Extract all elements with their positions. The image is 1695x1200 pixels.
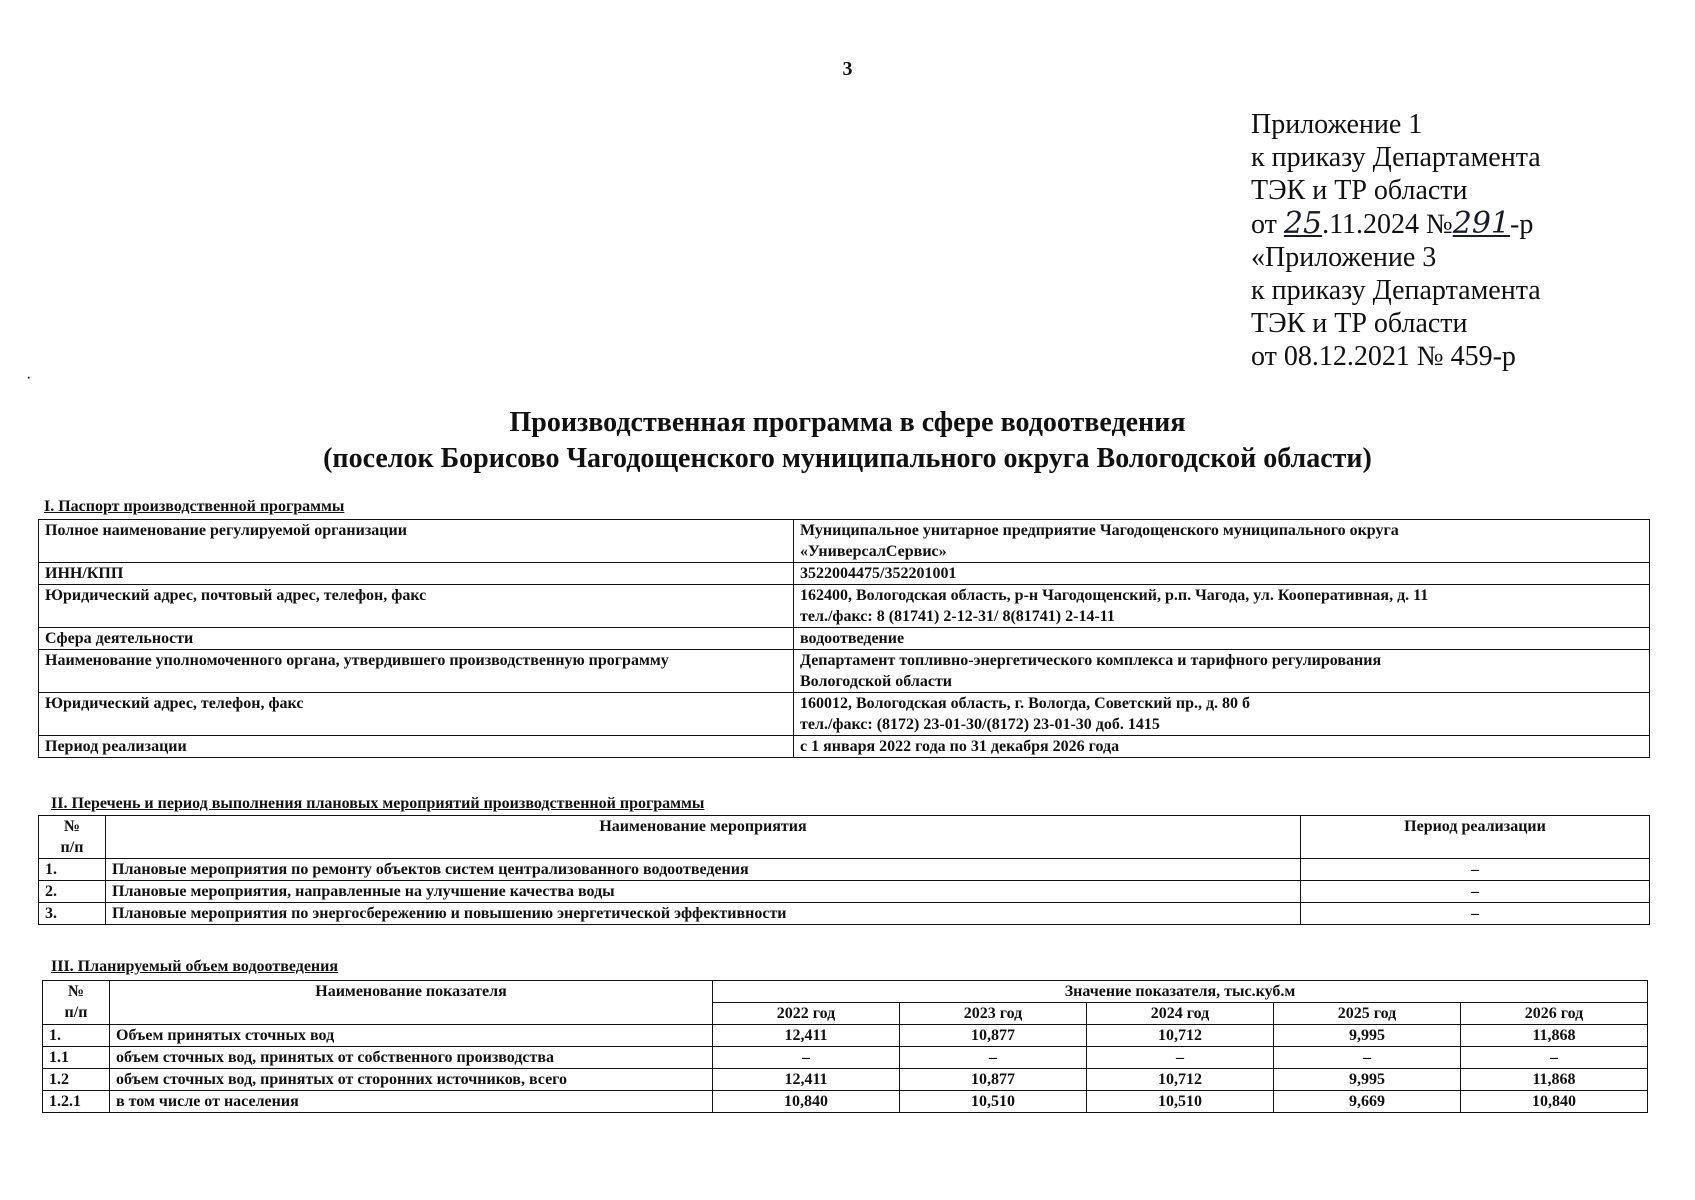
table-row <box>39 693 1650 736</box>
appendix-date-middle: .11.2024 № <box>1322 209 1453 240</box>
header-line: № <box>63 818 81 835</box>
value-line: Муниципальное унитарное предприятие Чагодощенского муниципального округа <box>800 522 1399 539</box>
table-header-row <box>43 981 1648 1003</box>
column-header-year: 2025 год <box>1274 1003 1461 1025</box>
row-number: 2. <box>39 881 106 903</box>
passport-value <box>794 520 1650 563</box>
value-line: 160012, Вологодская область, г. Вологда, Советский пр., д. 80 б <box>800 695 1251 712</box>
indicator-value: – <box>1274 1047 1461 1069</box>
column-header-number <box>39 816 106 859</box>
column-header-year: 2024 год <box>1087 1003 1274 1025</box>
header-line: № <box>67 983 85 1000</box>
appendix-line-5: «Приложение 3 <box>1251 242 1437 273</box>
activities-table <box>38 815 1650 925</box>
activity-period: – <box>1301 859 1650 881</box>
appendix-block <box>1251 108 1541 373</box>
column-header-year: 2023 год <box>900 1003 1087 1025</box>
passport-value: водоотведение <box>794 628 1650 650</box>
passport-value <box>794 650 1650 693</box>
row-number: 1.1 <box>43 1047 110 1069</box>
title-line-1: Производственная программа в сфере водоотведения <box>509 407 1186 438</box>
column-header-indicator: Наименование показателя <box>110 981 713 1025</box>
indicator-name: объем сточных вод, принятых от сторонних источников, всего <box>110 1069 713 1091</box>
indicator-value: 10,877 <box>900 1025 1087 1047</box>
column-header-period: Период реализации <box>1301 816 1650 859</box>
document-title <box>0 405 1695 477</box>
value-line: «УниверсалСервис» <box>800 543 947 560</box>
indicator-value: 11,868 <box>1461 1069 1648 1091</box>
column-header-year: 2022 год <box>713 1003 900 1025</box>
column-header-value-group: Значение показателя, тыс.куб.м <box>713 981 1648 1003</box>
appendix-number-suffix: -р <box>1510 209 1534 240</box>
header-line: п/п <box>64 1004 88 1021</box>
indicator-value: 11,868 <box>1461 1025 1648 1047</box>
passport-value: с 1 января 2022 года по 31 декабря 2026 года <box>794 736 1650 758</box>
table-row <box>39 650 1650 693</box>
appendix-date-prefix: от <box>1251 209 1284 240</box>
passport-value <box>794 693 1650 736</box>
table-row <box>43 1091 1648 1113</box>
appendix-line-6: к приказу Департамента <box>1251 275 1541 306</box>
passport-key: Юридический адрес, телефон, факс <box>39 693 794 736</box>
passport-key: Наименование уполномоченного органа, утвердившего производственную программу <box>39 650 794 693</box>
appendix-line-3: ТЭК и ТР области <box>1251 175 1468 206</box>
indicator-value: 10,510 <box>1087 1091 1274 1113</box>
value-line: тел./факс: (8172) 23-01-30/(8172) 23-01-30 доб. 1415 <box>800 716 1160 733</box>
indicator-name: Объем принятых сточных вод <box>110 1025 713 1047</box>
indicator-value: 12,411 <box>713 1069 900 1091</box>
header-line: п/п <box>60 839 84 856</box>
indicator-value: 10,840 <box>1461 1091 1648 1113</box>
indicator-name: в том числе от населения <box>110 1091 713 1113</box>
appendix-line-4 <box>1251 207 1541 241</box>
activity-name: Плановые мероприятия по ремонту объектов систем централизованного водоотведения <box>106 859 1301 881</box>
indicator-value: 10,712 <box>1087 1069 1274 1091</box>
row-number: 1. <box>43 1025 110 1047</box>
appendix-line-7: ТЭК и ТР области <box>1251 308 1468 339</box>
value-line: 162400, Вологодская область, р-н Чагодощенский, р.п. Чагода, ул. Кооперативная, д. 11 <box>800 587 1429 604</box>
scan-speck: · <box>26 370 32 387</box>
indicator-value: – <box>1087 1047 1274 1069</box>
activity-period: – <box>1301 903 1650 925</box>
indicator-value: 9,995 <box>1274 1069 1461 1091</box>
indicator-value: 10,840 <box>713 1091 900 1113</box>
passport-table <box>38 519 1650 758</box>
indicator-value: 10,877 <box>900 1069 1087 1091</box>
table-header-row <box>39 816 1650 859</box>
indicator-value: 9,669 <box>1274 1091 1461 1113</box>
row-number: 1.2 <box>43 1069 110 1091</box>
indicator-value: 10,712 <box>1087 1025 1274 1047</box>
passport-key: Полное наименование регулируемой организации <box>39 520 794 563</box>
table-row <box>39 563 1650 585</box>
table-row <box>43 1025 1648 1047</box>
table-row <box>39 520 1650 563</box>
activity-name: Плановые мероприятия по энергосбережению и повышению энергетической эффективности <box>106 903 1301 925</box>
column-header-number <box>43 981 110 1025</box>
section-1-heading: I. Паспорт производственной программы <box>44 498 345 515</box>
row-number: 1. <box>39 859 106 881</box>
table-row <box>39 628 1650 650</box>
value-line: Вологодской области <box>800 673 953 690</box>
title-line-2: (поселок Борисово Чагодощенского муниципального округа Вологодской области) <box>323 443 1372 474</box>
appendix-line-2: к приказу Департамента <box>1251 142 1541 173</box>
passport-key: Период реализации <box>39 736 794 758</box>
table-row <box>39 736 1650 758</box>
table-row <box>39 585 1650 628</box>
table-row <box>43 1069 1648 1091</box>
passport-key: ИНН/КПП <box>39 563 794 585</box>
section-3-heading: III. Планируемый объем водоотведения <box>51 958 339 975</box>
row-number: 1.2.1 <box>43 1091 110 1113</box>
passport-value <box>794 585 1650 628</box>
indicator-value: 12,411 <box>713 1025 900 1047</box>
passport-value: 3522004475/352201001 <box>794 563 1650 585</box>
indicator-value: – <box>713 1047 900 1069</box>
table-row <box>39 881 1650 903</box>
value-line: Департамент топливно-энергетического комплекса и тарифного регулирования <box>800 652 1382 669</box>
indicator-value: – <box>1461 1047 1648 1069</box>
section-2-heading: II. Перечень и период выполнения плановых мероприятий производственной программы <box>51 795 705 812</box>
handwritten-day: 25 <box>1283 206 1323 241</box>
indicator-value: 9,995 <box>1274 1025 1461 1047</box>
column-header-name: Наименование мероприятия <box>106 816 1301 859</box>
value-line: тел./факс: 8 (81741) 2-12-31/ 8(81741) 2-14-11 <box>800 608 1115 625</box>
handwritten-number: 291 <box>1452 206 1511 241</box>
indicator-name: объем сточных вод, принятых от собственного производства <box>110 1047 713 1069</box>
appendix-line-1: Приложение 1 <box>1251 109 1423 140</box>
passport-key: Сфера деятельности <box>39 628 794 650</box>
column-header-year: 2026 год <box>1461 1003 1648 1025</box>
passport-key: Юридический адрес, почтовый адрес, телефон, факс <box>39 585 794 628</box>
activity-period: – <box>1301 881 1650 903</box>
table-row <box>39 903 1650 925</box>
table-row <box>43 1047 1648 1069</box>
indicator-value: – <box>900 1047 1087 1069</box>
table-row <box>39 859 1650 881</box>
row-number: 3. <box>39 903 106 925</box>
volume-table <box>42 980 1648 1113</box>
activity-name: Плановые мероприятия, направленные на улучшение качества воды <box>106 881 1301 903</box>
indicator-value: 10,510 <box>900 1091 1087 1113</box>
appendix-line-8: от 08.12.2021 № 459-р <box>1251 341 1516 372</box>
page-number: 3 <box>842 58 853 80</box>
